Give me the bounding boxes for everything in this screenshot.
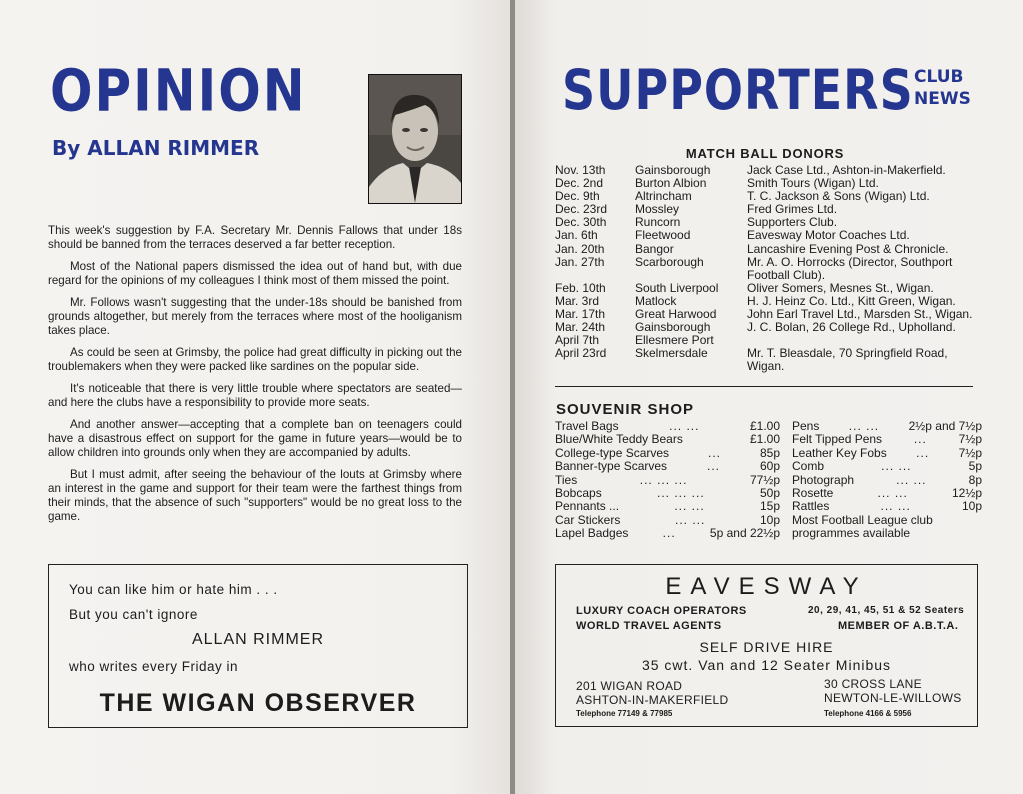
souvenir-note: programmes available — [792, 526, 911, 541]
left-page — [0, 0, 510, 794]
souvenir-item-price: 85p — [759, 445, 780, 460]
article-paragraph: Most of the National papers dismissed the idea out of hand but, with due regard for the opinions of my colleagues I think most of them missed the point. — [48, 260, 462, 287]
donor-opponent — [635, 269, 747, 282]
souvenir-item-name: Blue/White Teddy Bears — [555, 432, 683, 447]
donor-date: Jan. 6th — [555, 228, 598, 243]
souvenir-note: Most Football League club — [792, 512, 933, 527]
souvenir-item-name: Ties — [555, 472, 578, 487]
souvenir-item-name: Lapel Badges — [555, 526, 629, 541]
section-divider — [555, 386, 973, 387]
eavesway-advert — [555, 564, 978, 727]
donors-table — [555, 164, 980, 374]
souvenir-item — [792, 460, 982, 473]
abta-line: MEMBER OF A.B.T.A. — [838, 620, 959, 632]
donor-date: Dec. 9th — [555, 189, 600, 204]
address-line: 30 CROSS LANE — [824, 677, 922, 691]
donor-opponent: South Liverpool — [635, 280, 719, 295]
souvenir-item — [555, 527, 780, 540]
eavesway-title: EAVESWAY — [665, 573, 868, 600]
souvenir-item-name: Photograph — [792, 472, 855, 487]
donor-date: Dec. 23rd — [555, 202, 608, 217]
donor-row — [555, 321, 980, 334]
donor-date: Nov. 13th — [555, 163, 606, 177]
article-paragraph: Mr. Follows wasn't suggesting that the under-18s should be banished from grounds altogether, but merely from the terraces where most of the hooliganism takes place. — [48, 296, 462, 337]
donor-date: Dec. 2nd — [555, 176, 604, 191]
souvenir-item-name: Rosette — [792, 486, 834, 501]
donor-sponsor: Mr. A. O. Horrocks (Director, Southport — [747, 254, 953, 269]
souvenir-list-left — [555, 420, 780, 541]
souvenir-item-price: 2½p and 7½p — [908, 419, 982, 433]
advert-line-2: But you can't ignore — [69, 607, 198, 622]
donor-sponsor: Lancashire Evening Post & Chronicle. — [747, 241, 949, 256]
souvenir-item — [555, 487, 780, 500]
donor-sponsor: Smith Tours (Wigan) Ltd. — [747, 176, 879, 191]
souvenir-item — [792, 420, 982, 433]
souvenir-item-dots: ... ... — [674, 512, 706, 527]
donor-date: April 23rd — [555, 346, 607, 361]
souvenir-item-price: 5p and 22½p — [709, 526, 780, 541]
donor-date: April 7th — [555, 333, 600, 348]
souvenir-item-name: Bobcaps — [555, 486, 602, 501]
address-ashton — [576, 679, 728, 707]
souvenir-item — [792, 487, 982, 500]
souvenir-item-name: Comb — [792, 459, 825, 474]
donor-opponent: Gainsborough — [635, 320, 711, 335]
article-paragraph: It's noticeable that there is very little trouble where spectators are seated—and here the clubs have a responsibility to provide more seats. — [48, 382, 462, 409]
club-word: CLUB — [914, 67, 964, 87]
author-photo — [368, 74, 462, 204]
donor-sponsor: Wigan. — [747, 359, 785, 374]
club-news-label — [914, 66, 971, 110]
self-drive-line: SELF DRIVE HIRE — [699, 639, 834, 655]
souvenir-item-dots: ... — [662, 526, 676, 541]
donor-opponent: Matlock — [635, 293, 677, 308]
souvenir-item-price: £1.00 — [749, 419, 780, 433]
souvenir-item-name: Pens — [792, 419, 820, 433]
souvenir-item — [792, 474, 982, 487]
donor-date: Mar. 17th — [555, 307, 606, 322]
souvenir-item — [792, 433, 982, 446]
donor-row — [555, 229, 980, 242]
souvenir-item-dots: ... ... — [669, 419, 700, 433]
souvenir-item-dots: ... ... ... — [639, 472, 688, 487]
telephone-ashton: Telephone 77149 & 77985 — [576, 709, 673, 718]
souvenir-item-dots: ... — [916, 445, 930, 460]
donor-sponsor: Supporters Club. — [747, 215, 838, 230]
news-word: NEWS — [914, 89, 971, 109]
donor-opponent: Mossley — [635, 202, 680, 217]
donor-row — [555, 269, 980, 282]
article-paragraph: But I must admit, after seeing the behaviour of the louts at Grimsby where an interest in the game and support for their team were the farthest things from their minds, that the absence of such "supporters" would be no great loss to the game. — [48, 468, 462, 523]
souvenir-item-price: 77½p — [749, 472, 780, 487]
address-line: NEWTON-LE-WILLOWS — [824, 691, 962, 705]
article-paragraph: As could be seen at Grimsby, the police had great difficulty in picking out the troublemakers when they were packed like sardines on the popular side. — [48, 346, 462, 373]
donor-date — [555, 269, 635, 282]
donor-opponent: Ellesmere Port — [635, 333, 714, 348]
souvenir-item-dots: ... ... — [674, 499, 705, 514]
souvenir-item — [555, 500, 780, 513]
article-paragraph: And another answer—accepting that a complete ban on teenagers could have a disastrous effect on support for the game in future years—would be to allow children into grounds only when they are accompanied by adults. — [48, 418, 462, 459]
souvenir-item-name: Banner-type Scarves — [555, 459, 668, 474]
souvenir-item-dots: ... ... — [881, 459, 912, 474]
souvenir-item-dots — [683, 433, 750, 446]
donor-opponent: Scarborough — [635, 254, 704, 269]
supporters-title: SUPPORTERS — [562, 57, 914, 123]
donor-row — [555, 282, 980, 295]
donor-sponsor: J. C. Bolan, 26 College Rd., Upholland. — [747, 320, 956, 335]
donor-date: Mar. 3rd — [555, 293, 600, 308]
souvenir-item — [555, 433, 780, 446]
souvenir-item-dots: ... ... — [877, 486, 908, 501]
souvenir-item-name: College-type Scarves — [555, 445, 670, 460]
souvenir-item-price: 50p — [759, 486, 780, 501]
donor-opponent: Altrincham — [635, 189, 692, 204]
byline: By ALLAN RIMMER — [52, 136, 260, 160]
luxury-coach-line: LUXURY COACH OPERATORS — [576, 605, 747, 617]
souvenir-item-price: 10p — [961, 499, 982, 514]
souvenir-item-price: 8p — [968, 472, 982, 487]
souvenir-item-dots: ... — [708, 445, 722, 460]
address-line: ASHTON-IN-MAKERFIELD — [576, 693, 729, 707]
donor-date: Feb. 10th — [555, 280, 606, 295]
souvenir-item-name: Travel Bags — [555, 419, 619, 433]
donor-sponsor: Football Club). — [747, 267, 826, 282]
souvenir-item-price: 12½p — [951, 486, 982, 501]
souvenir-item — [555, 474, 780, 487]
donor-opponent: Great Harwood — [635, 307, 717, 322]
donor-opponent: Fleetwood — [635, 228, 691, 243]
donor-sponsor: Oliver Somers, Mesnes St., Wigan. — [747, 280, 934, 295]
souvenir-list-right-wrap — [792, 420, 982, 541]
advert-line-3: who writes every Friday in — [69, 659, 239, 674]
seaters-line: 20, 29, 41, 45, 51 & 52 Seaters — [808, 605, 965, 616]
donor-opponent: Skelmersdale — [635, 346, 708, 361]
donor-row — [555, 256, 980, 269]
souvenir-item-dots: ... — [913, 432, 927, 447]
wigan-observer-advert — [48, 564, 468, 728]
donor-row — [555, 243, 980, 256]
match-ball-donors-heading: MATCH BALL DONORS — [685, 146, 845, 161]
world-travel-line: WORLD TRAVEL AGENTS — [576, 620, 722, 632]
donor-date — [555, 360, 635, 373]
telephone-newton: Telephone 4166 & 5956 — [824, 709, 912, 718]
souvenir-item-price: 60p — [759, 459, 780, 474]
advert-newspaper-name: THE WIGAN OBSERVER — [99, 689, 417, 717]
souvenir-item — [792, 500, 982, 513]
van-line: 35 cwt. Van and 12 Seater Minibus — [641, 657, 892, 673]
donor-opponent — [635, 360, 747, 373]
souvenir-item-price: 7½p — [958, 445, 982, 460]
opinion-title: OPINION — [50, 57, 307, 125]
donor-opponent: Runcorn — [635, 215, 681, 230]
souvenir-item-dots: ... ... — [896, 472, 927, 487]
souvenir-item-price: 7½p — [958, 432, 982, 447]
souvenir-item-name: Felt Tipped Pens — [792, 432, 883, 447]
donor-date: Jan. 27th — [555, 254, 605, 269]
opinion-article — [48, 224, 462, 532]
souvenir-item-name: Rattles — [792, 499, 830, 514]
portrait-image — [369, 75, 461, 203]
advert-line-1: You can like him or hate him . . . — [69, 582, 278, 597]
souvenir-item-dots: ... ... — [848, 419, 880, 433]
donor-sponsor: Eavesway Motor Coaches Ltd. — [747, 228, 910, 243]
address-newton — [824, 677, 962, 705]
donor-sponsor: John Earl Travel Ltd., Marsden St., Wigan. — [747, 307, 973, 322]
donor-sponsor: Fred Grimes Ltd. — [747, 202, 838, 217]
souvenir-item-name: Car Stickers — [555, 512, 621, 527]
souvenir-shop-heading: SOUVENIR SHOP — [556, 401, 695, 418]
souvenir-item — [555, 420, 780, 433]
souvenir-item-dots: ... ... — [880, 499, 911, 514]
donor-date: Mar. 24th — [555, 320, 606, 335]
donor-sponsor: H. J. Heinz Co. Ltd., Kitt Green, Wigan. — [747, 293, 956, 308]
donor-row — [555, 360, 980, 373]
donor-opponent: Bangor — [635, 241, 674, 256]
souvenir-item-name: Leather Key Fobs — [792, 445, 887, 460]
donor-sponsor: Mr. T. Bleasdale, 70 Springfield Road, — [747, 346, 948, 361]
donor-opponent: Burton Albion — [635, 176, 707, 191]
donor-date: Dec. 30th — [555, 215, 607, 230]
souvenir-item-dots: ... — [707, 459, 721, 474]
souvenir-item-price: 10p — [759, 512, 780, 527]
souvenir-item-dots: ... ... ... — [656, 486, 705, 501]
souvenir-item-price: 15p — [759, 499, 780, 514]
souvenir-list-right — [792, 420, 982, 514]
donor-sponsor: Jack Case Ltd., Ashton-in-Makerfield. — [747, 163, 946, 177]
souvenir-item — [792, 447, 982, 460]
address-line: 201 WIGAN ROAD — [576, 679, 683, 693]
souvenir-item — [555, 514, 780, 527]
souvenir-item-name: Pennants ... — [555, 499, 620, 514]
advert-author-name: ALLAN RIMMER — [191, 631, 325, 648]
donor-opponent: Gainsborough — [635, 163, 711, 177]
souvenir-item — [555, 460, 780, 473]
donor-date: Jan. 20th — [555, 241, 605, 256]
article-paragraph: This week's suggestion by F.A. Secretary Mr. Dennis Fallows that under 18s should be banned from the terraces deserved a far better reception. — [48, 224, 462, 251]
donor-sponsor: T. C. Jackson & Sons (Wigan) Ltd. — [747, 189, 930, 204]
souvenir-item-price: 5p — [968, 459, 982, 474]
souvenir-item-price: £1.00 — [749, 432, 780, 447]
souvenir-item — [555, 447, 780, 460]
